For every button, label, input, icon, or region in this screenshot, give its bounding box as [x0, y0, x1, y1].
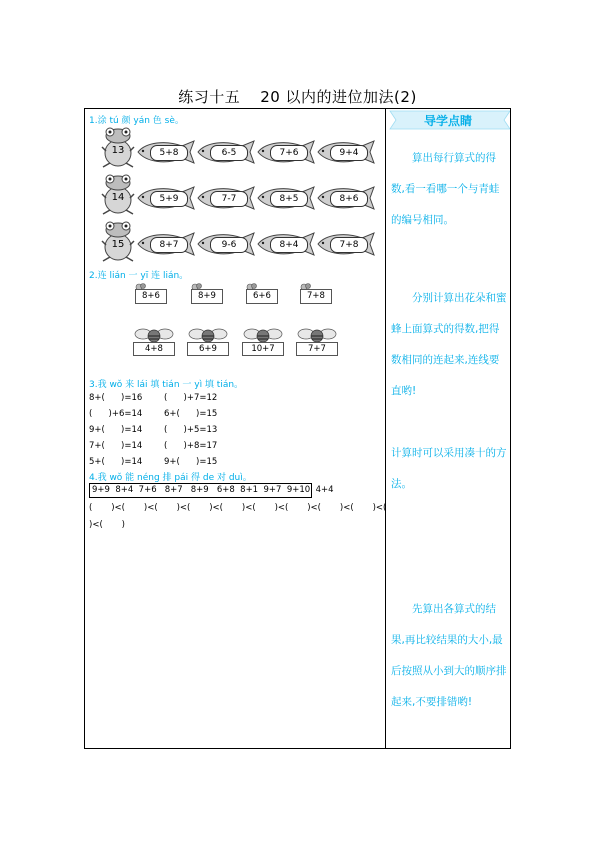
flower-expression: 6+6 [246, 289, 278, 304]
guide-header [386, 110, 510, 130]
page-title [0, 86, 595, 107]
flower-expression: 8+9 [191, 289, 223, 304]
fish[interactable] [196, 186, 256, 211]
flower-card[interactable] [298, 283, 332, 305]
fish[interactable] [256, 186, 316, 211]
fish-expression: 7-7 [210, 191, 248, 207]
fish[interactable] [136, 140, 196, 165]
expression-sequence-box: 9+9 8+4 7+6 8+7 8+9 6+8 8+1 9+7 9+10 4+4 [89, 483, 312, 498]
fish[interactable] [316, 186, 376, 211]
fill-equation[interactable]: 6+( )=15 [164, 409, 218, 419]
bee-expression: 6+9 [187, 342, 229, 356]
section4-heading: 4.我 wǒ 能 néng 排 pái 得 de 对 duì。 [89, 473, 252, 483]
guide-hint-1: 算出每行算式的得数,看一看哪一个与青蛙的编号相同。 [391, 152, 500, 226]
fish-expression: 9+4 [330, 145, 368, 161]
flower-expression: 8+6 [135, 289, 167, 304]
fish-expression: 7+8 [330, 237, 368, 253]
ordering-answer-line[interactable]: )<( ) [89, 520, 125, 530]
bee-card[interactable] [242, 326, 284, 356]
bee-card[interactable] [296, 326, 338, 356]
fish-expression: 8+4 [270, 237, 308, 253]
bee-expression: 10+7 [242, 342, 284, 356]
frog-number: 13 [111, 145, 125, 156]
fish-expression: 5+8 [150, 145, 188, 161]
fill-equation[interactable]: 7+( )=14 [89, 441, 143, 451]
section3-heading: 3.我 wǒ 来 lái 填 tián 一 yì 填 tián。 [89, 380, 244, 390]
fill-equation[interactable]: ( )+5=13 [164, 425, 218, 435]
frog-15 [100, 221, 136, 265]
fish-expression: 8+5 [270, 191, 308, 207]
fish-expression: 8+6 [330, 191, 368, 207]
bee-card[interactable] [133, 326, 175, 356]
fill-equation[interactable]: 9+( )=14 [89, 425, 143, 435]
fill-equation[interactable]: ( )+6=14 [89, 409, 143, 419]
ordering-answer-line[interactable]: ( )<( )<( )<( )<( )<( )<( )<( )<( )<( [89, 503, 387, 513]
title-part2: 20 以内的进位加法(2) [260, 88, 417, 106]
section2-heading: 2.连 lián 一 yī 连 lián。 [89, 271, 189, 281]
bee-expression: 7+7 [296, 342, 338, 356]
flower-card[interactable] [189, 283, 223, 305]
guide-title: 导学点睛 [423, 114, 472, 128]
fish[interactable] [196, 232, 256, 257]
fish[interactable] [136, 232, 196, 257]
fish-expression: 9-6 [210, 237, 248, 253]
flower-card[interactable] [244, 283, 278, 305]
fish-expression: 5+9 [150, 191, 188, 207]
fill-equation[interactable]: 9+( )=15 [164, 457, 218, 467]
fish[interactable] [196, 140, 256, 165]
frog-number: 14 [111, 192, 125, 203]
fill-equation[interactable]: ( )+7=12 [164, 393, 218, 403]
title-part1: 练习十五 [178, 88, 241, 106]
flower-card[interactable] [133, 283, 167, 305]
guide-hint-2: 分别计算出花朵和蜜蜂上面算式的得数,把得数相同的连起来,连线要直哟! [391, 292, 507, 397]
frog-13 [100, 127, 136, 171]
fish-expression: 7+6 [270, 145, 308, 161]
flower-expression: 7+8 [300, 289, 332, 304]
fish-expression: 8+7 [150, 237, 188, 253]
fill-equation[interactable]: ( )+8=17 [164, 441, 218, 451]
frog-number: 15 [111, 239, 125, 250]
fill-equation[interactable]: 8+( )=16 [89, 393, 143, 403]
fill-equation[interactable]: 5+( )=14 [89, 457, 143, 467]
section1-heading: 1.涂 tú 颜 yán 色 sè。 [89, 116, 184, 126]
fish-expression: 6-5 [210, 145, 248, 161]
bee-card[interactable] [187, 326, 229, 356]
fish[interactable] [256, 232, 316, 257]
fish[interactable] [316, 140, 376, 165]
frog-14 [100, 174, 136, 218]
bee-expression: 4+8 [133, 342, 175, 356]
guide-hint-3: 计算时可以采用凑十的方法。 [391, 447, 507, 490]
guide-hint-4: 先算出各算式的结果,再比较结果的大小,最后按照从小到大的顺序排起来,不要排错哟! [391, 603, 507, 708]
column-divider [385, 108, 386, 749]
fish[interactable] [316, 232, 376, 257]
fish[interactable] [136, 186, 196, 211]
fish[interactable] [256, 140, 316, 165]
